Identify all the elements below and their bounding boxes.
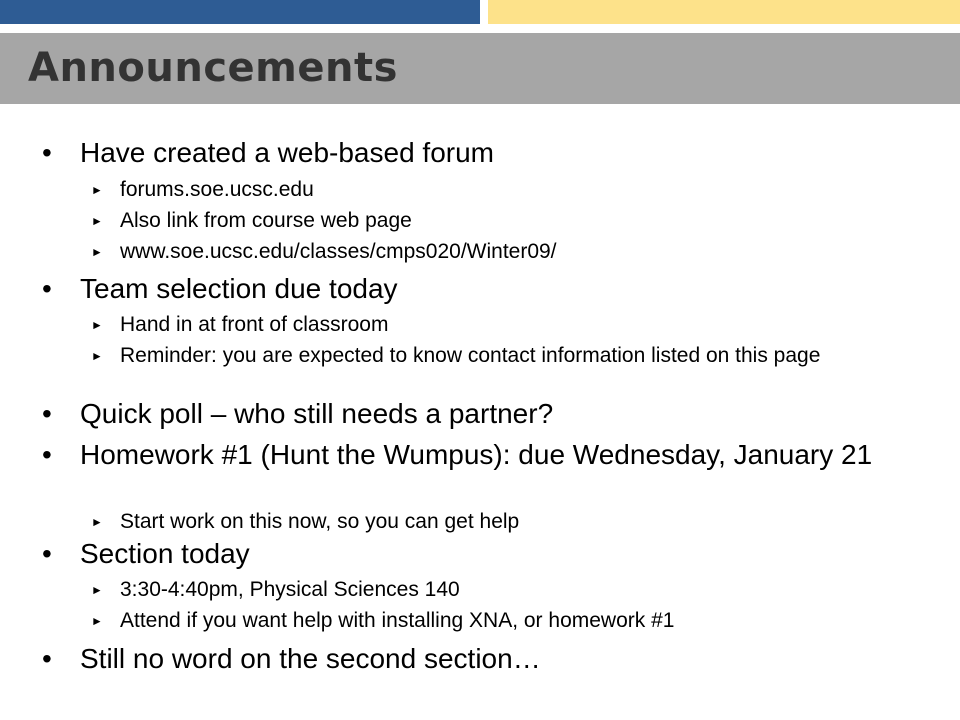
sub-bullet-text: www.soe.ucsc.edu/classes/cmps020/Winter09/ bbox=[120, 240, 557, 263]
sub-bullet-text: Start work on this now, so you can get help bbox=[120, 510, 520, 533]
bullet-text: Team selection due today bbox=[80, 273, 398, 304]
sub-bullet-item bbox=[91, 578, 900, 602]
bullet-item bbox=[42, 137, 900, 168]
sub-bullet-item bbox=[91, 240, 900, 264]
bullet-item bbox=[42, 273, 900, 304]
bullet-text: Still no word on the second section… bbox=[80, 643, 541, 674]
bullet-item bbox=[42, 643, 900, 674]
slide-title: Announcements bbox=[28, 45, 398, 91]
sub-bullet-text: Attend if you want help with installing XNA, or homework #1 bbox=[120, 609, 675, 632]
sub-bullet-text: Hand in at front of classroom bbox=[120, 313, 389, 336]
bullet-dot-icon: • bbox=[42, 398, 52, 429]
triangle-bullet-icon: ► bbox=[91, 318, 103, 332]
triangle-bullet-icon: ► bbox=[91, 183, 103, 197]
bullet-text: Have created a web-based forum bbox=[80, 137, 494, 168]
triangle-bullet-icon: ► bbox=[91, 614, 103, 628]
triangle-bullet-icon: ► bbox=[91, 515, 103, 529]
sub-bullet-item bbox=[91, 344, 900, 368]
bullet-text: Quick poll – who still needs a partner? bbox=[80, 398, 554, 429]
sub-bullet-item bbox=[91, 510, 900, 534]
sub-bullet-item bbox=[91, 609, 900, 633]
bullet-dot-icon: • bbox=[42, 538, 52, 569]
sub-bullet-text: 3:30-4:40pm, Physical Sciences 140 bbox=[120, 578, 460, 601]
sub-bullet-text: forums.soe.ucsc.edu bbox=[120, 178, 314, 201]
bullet-item bbox=[42, 538, 900, 569]
header-accent-bar-blue bbox=[0, 0, 480, 24]
sub-bullet-item bbox=[91, 209, 900, 233]
sub-bullet-item bbox=[91, 178, 900, 202]
triangle-bullet-icon: ► bbox=[91, 245, 103, 259]
bullet-dot-icon: • bbox=[42, 643, 52, 674]
triangle-bullet-icon: ► bbox=[91, 214, 103, 228]
triangle-bullet-icon: ► bbox=[91, 583, 103, 597]
sub-bullet-text: Also link from course web page bbox=[120, 209, 412, 232]
sub-bullet-item bbox=[91, 313, 900, 337]
bullet-item bbox=[42, 398, 900, 429]
bullet-text: Section today bbox=[80, 538, 250, 569]
bullet-item bbox=[42, 439, 900, 470]
bullet-dot-icon: • bbox=[42, 439, 52, 470]
bullet-dot-icon: • bbox=[42, 273, 52, 304]
bullet-text: Homework #1 (Hunt the Wumpus): due Wednesday, January 21 bbox=[80, 439, 873, 470]
bullet-dot-icon: • bbox=[42, 137, 52, 168]
triangle-bullet-icon: ► bbox=[91, 349, 103, 363]
sub-bullet-text: Reminder: you are expected to know contact information listed on this page bbox=[120, 344, 821, 367]
header-accent-bar-yellow bbox=[488, 0, 960, 24]
